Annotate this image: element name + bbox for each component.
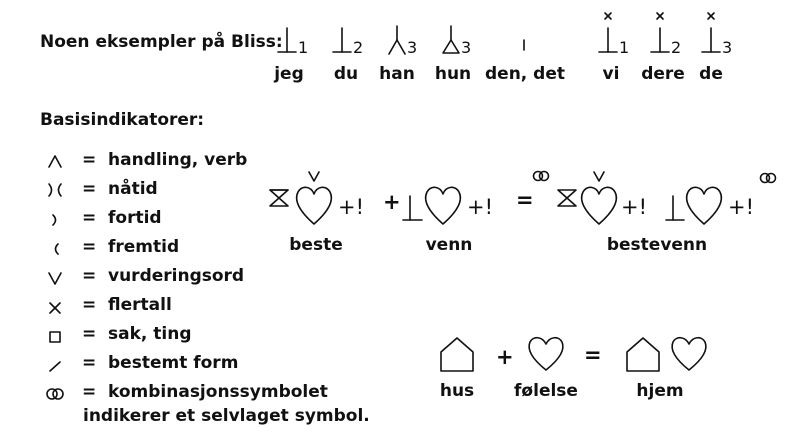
venn-suffix: +! xyxy=(467,195,494,219)
indicator-text-evaluation: vurderingsord xyxy=(108,266,245,286)
indicator-text-past: fortid xyxy=(108,208,162,228)
indicator-text-future: fremtid xyxy=(108,237,180,257)
pronoun-de-number: 3 xyxy=(722,38,733,57)
pronoun-label-han: han xyxy=(379,64,415,84)
pronoun-han-number: 3 xyxy=(407,38,418,57)
equation2-plus: + xyxy=(496,345,514,369)
pronoun-vi-number: 1 xyxy=(619,38,630,57)
indicator-continuation: indikerer et selvlaget symbol. xyxy=(83,406,370,426)
pronoun-du-number: 2 xyxy=(353,38,364,57)
pronoun-label-hun: hun xyxy=(434,64,472,84)
indicator-row-past: = fortid xyxy=(40,207,370,229)
indicator-row-evaluation: = vurderingsord xyxy=(40,265,370,287)
label-folelse: følelse xyxy=(514,381,578,401)
indicator-row-action: = handling, verb xyxy=(40,149,370,171)
indicator-text-action: handling, verb xyxy=(108,150,248,170)
indicator-text-present: nåtid xyxy=(108,179,158,199)
pronoun-label-de: de xyxy=(699,64,723,84)
examples-heading: Noen eksempler på Bliss: xyxy=(40,32,283,52)
indicator-row-thing: = sak, ting xyxy=(40,323,370,345)
indicator-text-definite: bestemt form xyxy=(108,353,239,373)
equation2-equals: = xyxy=(584,343,602,367)
pronoun-label-dere: dere xyxy=(641,64,685,84)
house-symbol-icon xyxy=(441,338,473,371)
pronoun-label-du: du xyxy=(333,64,359,84)
label-venn: venn xyxy=(425,235,473,255)
pronoun-label-vi: vi xyxy=(602,64,620,84)
beste-suffix: +! xyxy=(338,195,365,219)
indicator-text-plural: flertall xyxy=(108,295,172,315)
indicator-row-definite: = bestemt form xyxy=(40,352,370,374)
pronoun-hun-number: 3 xyxy=(461,38,472,57)
indicator-text-thing: sak, ting xyxy=(108,324,192,344)
indicator-row-present: = nåtid xyxy=(40,178,370,200)
label-hjem: hjem xyxy=(636,381,684,401)
indicator-row-future: = fremtid xyxy=(40,236,370,258)
label-bestevenn: bestevenn xyxy=(606,235,708,255)
equation1-equals: = xyxy=(516,188,534,212)
equation1-plus: + xyxy=(383,190,401,214)
pronoun-dere-number: 2 xyxy=(671,38,682,57)
label-hus: hus xyxy=(439,381,475,401)
home-symbol-icon xyxy=(627,338,706,371)
indicator-row-combination: = kombinasjonssymbolet xyxy=(40,381,370,403)
indicators-heading: Basisindikatorer: xyxy=(40,110,205,130)
heart-symbol-icon xyxy=(529,338,563,370)
pronoun-label-jeg: jeg xyxy=(274,64,304,84)
pronoun-label-den-det: den, det xyxy=(484,64,566,84)
indicator-row-plural: = flertall xyxy=(40,294,370,316)
pronoun-jeg-number: 1 xyxy=(298,38,309,57)
label-beste: beste xyxy=(289,235,343,255)
bestevenn-suffix-1: +! xyxy=(621,195,648,219)
bestevenn-suffix-2: +! xyxy=(728,195,755,219)
indicator-text-combination: kombinasjonssymbolet xyxy=(108,382,328,402)
